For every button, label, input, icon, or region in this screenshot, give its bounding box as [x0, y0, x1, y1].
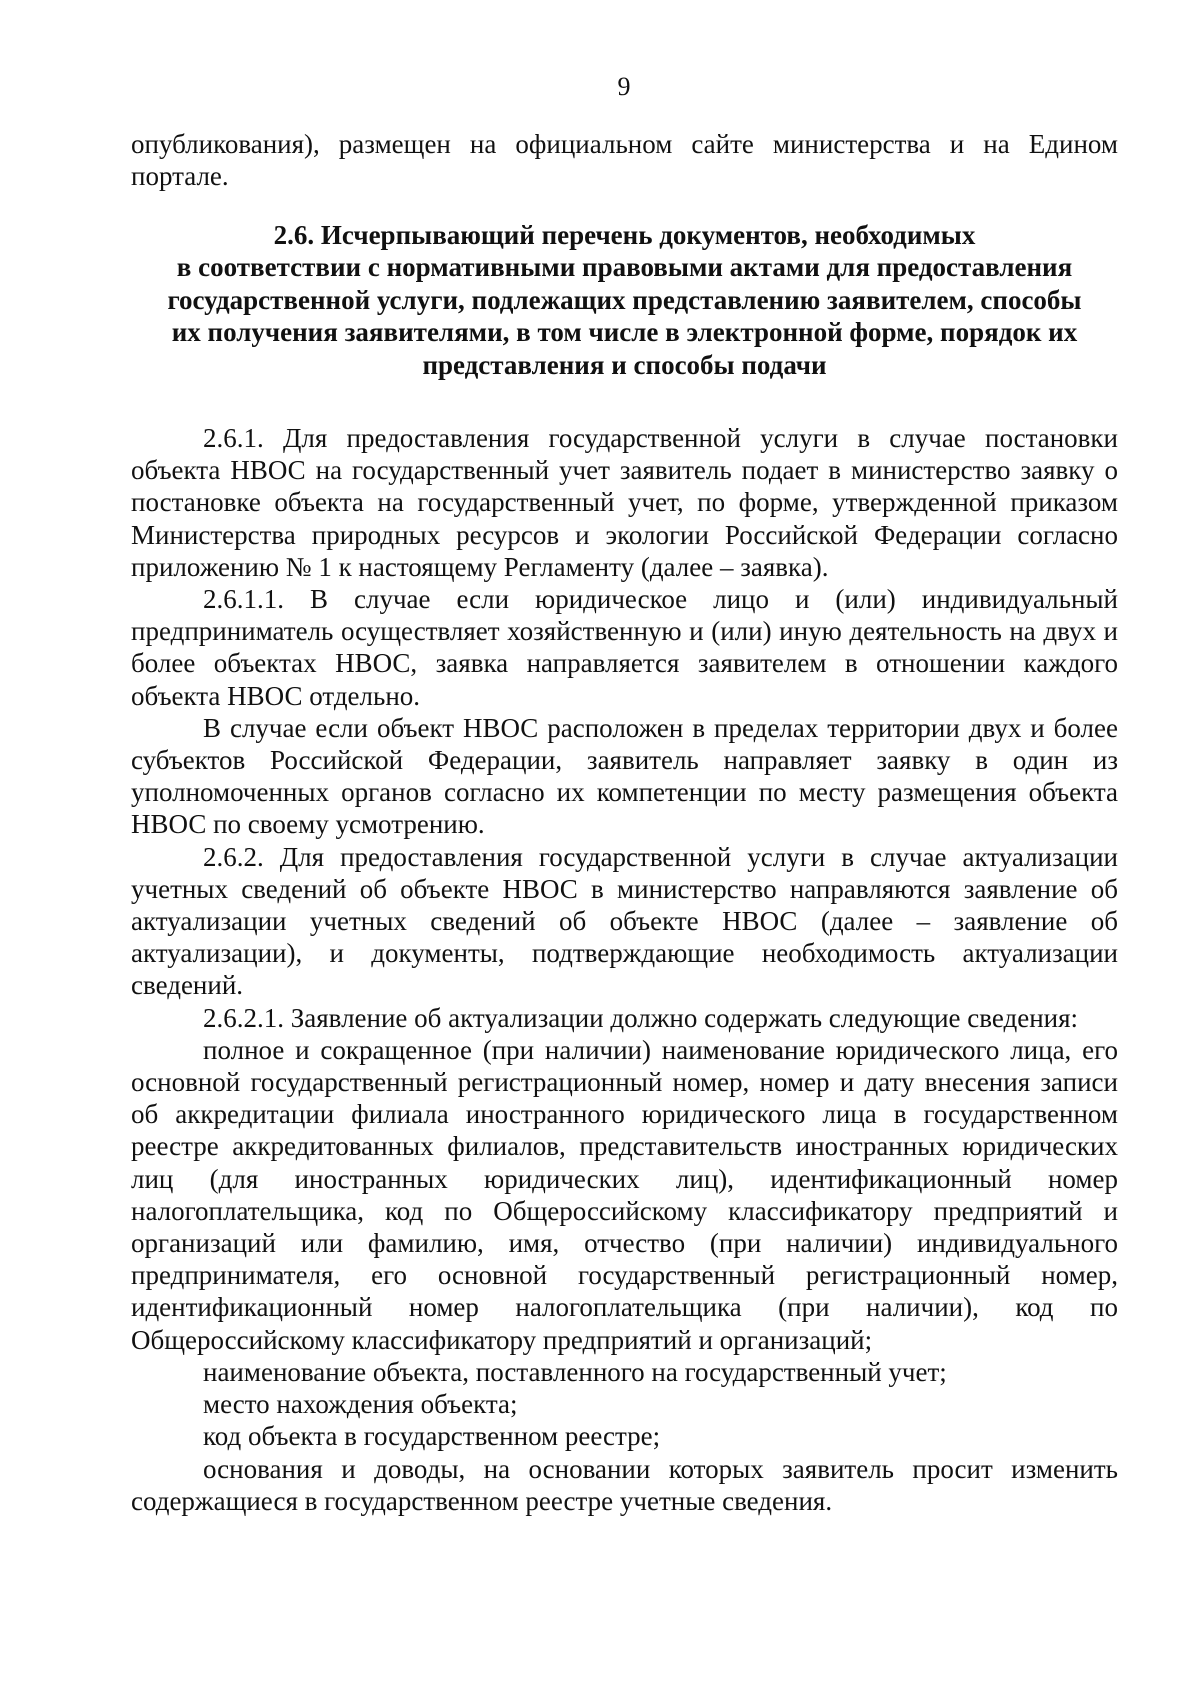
- section-heading: [131, 219, 1118, 381]
- paragraph-object-code: код объекта в государственном реестре;: [203, 1421, 661, 1452]
- heading-line: 2.6. Исчерпывающий перечень документов, необходимых: [273, 220, 976, 250]
- intro-paragraph: опубликования), размещен на официальном сайте министерства и на Едином портале.: [131, 129, 1118, 192]
- intro-block: [131, 128, 1118, 192]
- paragraph-2-6-2-1: 2.6.2.1. Заявление об актуализации должно содержать следующие сведения:: [203, 1002, 1079, 1033]
- paragraph-object-location: место нахождения объекта;: [203, 1389, 518, 1420]
- paragraph-multi-region: В случае если объект НВОС расположен в пределах территории двух и более субъектов Российской Федерации, заявитель направляет заявку в один из уполномоченных органов согласно их компетенции по месту размещения объекта НВОС по своему усмотрению.: [131, 712, 1118, 840]
- heading-line: представления и способы подачи: [422, 349, 827, 380]
- paragraph-object-name: наименование объекта, поставленного на государственный учет;: [203, 1356, 947, 1387]
- heading-line: в соответствии с нормативными правовыми актами для предоставления: [176, 252, 1073, 283]
- page-number: 9: [617, 72, 631, 101]
- paragraph-2-6-1-1: 2.6.1.1. В случае если юридическое лицо и (или) индивидуальный предприниматель осуществляет хозяйственную и (или) иную деятельность на двух и более объектах НВОС, заявка направляется заявителем в отношении каждого объекта НВОС отдельно.: [131, 584, 1118, 711]
- paragraph-2-6-2: 2.6.2. Для предоставления государственной услуги в случае актуализации учетных сведений об объекте НВОС в министерство направляются заявление об актуализации учетных сведений об объекте НВОС (далее – заявление об актуализации), и документы, подтверждающие необходимость актуализации сведений.: [131, 841, 1118, 1001]
- main-text-block: [131, 422, 1118, 1517]
- paragraph-applicant-details: полное и сокращенное (при наличии) наименование юридического лица, его основной государственный регистрационный номер, номер и дату внесения записи об аккредитации филиала иностранного юридического лица в государственном реестре аккредитованных филиалов, представительств иностранных юридических лиц (для иностранных юридических лиц), идентификационный номер налогоплательщика, код по Общероссийскому классификатору предприятий и организаций или фамилию, имя, отчество (при наличии) индивидуального предпринимателя, его основной государственный регистрационный номер, идентификационный номер налогоплательщика (при наличии), код по Общероссийскому классификатору предприятий и организаций;: [131, 1034, 1118, 1355]
- paragraph-grounds: основания и доводы, на основании которых заявитель просит изменить содержащиеся в государственном реестре учетные сведения.: [131, 1453, 1118, 1516]
- paragraph-2-6-1: 2.6.1. Для предоставления государственной услуги в случае постановки объекта НВОС на государственный учет заявитель подает в министерство заявку о постановке объекта на государственный учет, по форме, утвержденной приказом Министерства природных ресурсов и экологии Российской Федерации согласно приложению № 1 к настоящему Регламенту (далее – заявка).: [131, 423, 1118, 582]
- heading-line: государственной услуги, подлежащих представлению заявителем, способы: [167, 284, 1082, 315]
- heading-line: их получения заявителями, в том числе в электронной форме, порядок их: [171, 317, 1078, 348]
